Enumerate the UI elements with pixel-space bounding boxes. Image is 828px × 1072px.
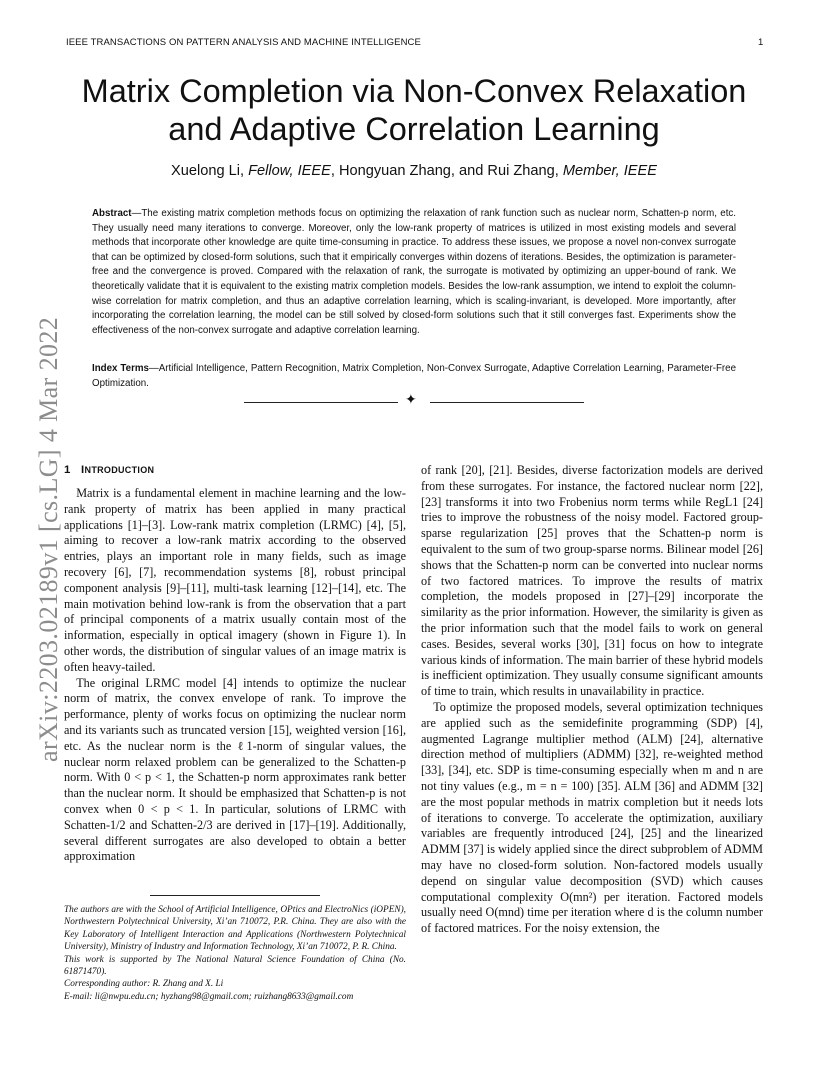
separator-rule-right [430, 402, 584, 403]
section-title-initial: I [81, 464, 85, 476]
section-number: 1 [64, 464, 71, 476]
left-column [64, 486, 406, 865]
abstract [92, 207, 736, 338]
section-title-rest: NTRODUCTION [84, 465, 155, 475]
author-li: Xuelong Li, [171, 163, 245, 179]
intro-paragraph-3: of rank [20], [21]. Besides, diverse factorization models are derived from these surrogates. For instance, the factored nuclear norm [22], [23] transforms it into two Frobenius norm terms while RegL1 [24] tries to improve the robustness of the noisy model. Factored group-sparse regularization [25] proves that the Schatten-p norm is equivalent to the sum of two group-sparse norms. Bilinear model [26] shows that the Schatten-p norm can be converted into nuclear norms of two factored matrices. To improve the results of matrix completion, the models proposed in [27]–[29] incorporate the similarity as the prior information. However, the similarity is given as the prior information such that the model fails to work on general cases. Besides, several works [30], [31] focus on how to integrate various kinds of information. The main barrier of these hybrid models is inefficient optimization. They usually consume significant amounts of time to train, which results in unavailability in practice. [421, 463, 763, 699]
author-li-role: Fellow, IEEE [248, 163, 331, 179]
arxiv-identifier-stamp: arXiv:2203.02189v1 [cs.LG] 4 Mar 2022 [34, 316, 63, 762]
section-heading [64, 464, 154, 476]
separator-rule-left [244, 402, 398, 403]
footnote-funding: This work is supported by The National Natural Science Foundation of China (No. 61871470). [64, 954, 406, 978]
page-number: 1 [758, 37, 764, 48]
author-others: , Hongyuan Zhang, and Rui Zhang, [330, 163, 559, 179]
index-terms-text: —Artificial Intelligence, Pattern Recognition, Matrix Completion, Non-Convex Surrogate, Adaptive Correlation Learning, Parameter-Free Optimization. [92, 363, 737, 389]
paper-title: Matrix Completion via Non-Convex Relaxation and Adaptive Correlation Learning [81, 73, 747, 147]
author-zhang-role: Member, IEEE [562, 163, 657, 179]
footnotes [64, 904, 406, 1003]
index-terms [92, 362, 736, 391]
footnote-affiliation: The authors are with the School of Artificial Intelligence, OPtics and ElectroNics (iOPEN), Northwestern Polytechnical University, Xi’an 710072, P.R. China. They are also with the Key Laboratory of Intelligent Interaction and Applications (Northwestern Polytechnical University), Ministry of Industry and Information Technology, Xi’an 710072, P. R. China. [64, 905, 406, 953]
running-head: IEEE TRANSACTIONS ON PATTERN ANALYSIS AND MACHINE INTELLIGENCE [66, 37, 421, 48]
footnote-rule [150, 895, 320, 896]
author-line [60, 163, 768, 179]
diamond-separator-icon: ✦ [405, 393, 417, 408]
intro-paragraph-4: To optimize the proposed models, several optimization techniques are applied such as the semidefinite programming (SDP) [4], augmented Lagrange multiplier method (ALM) [24], alternative direction method of multipliers (ADMM) [32], re-weighted method [33], [34], etc. SDP is time-consuming especially when m and n are not tiny values (e.g., m = n = 100) [35]. ALM [36] and ADMM [32] are the most popular methods in matrix completion but it needs lots of iterations to converge. To accelerate the optimization, auxiliary variables are frequently introduced [24], [25] and the linearized ADMM [37] is widely applied since the direct subproblem of ADMM may have no closed-form solution. Non-factored models usually depend on singular value decomposition (SVD) which causes computational complexity O(mn²) per iteration. Factored models usually need O(mnd) time per iteration where d is the column number of factored matrices. For the noisy extension, the [421, 699, 763, 936]
index-terms-label: Index Terms [92, 363, 149, 374]
footnote-corresponding: Corresponding author: R. Zhang and X. Li [64, 979, 224, 990]
right-column [421, 463, 763, 937]
intro-paragraph-2: The original LRMC model [4] intends to optimize the nuclear norm of matrix, the convex envelope of rank. To improve the performance, plenty of works focus on optimizing the nuclear norm and its variants such as truncated version [15], weighted version [16], etc. As the nuclear norm is the ℓ1-norm of singular values, the nuclear norm relaxed problem can be generalized to the Schatten-p norm. With 0 < p < 1, the Schatten-p norm approximates rank better than the nuclear norm. It should be emphasized that Schatten-p is not convex when 0 < p < 1. In particular, solutions of LRMC with Schatten-1/2 and Schatten-2/3 are derived in [17]–[19]. Additionally, several different surrogates are also developed to obtain a better approximation [64, 675, 406, 864]
intro-paragraph-1: Matrix is a fundamental element in machine learning and the low-rank property of matrix has been applied in many practical applications [1]–[3]. Low-rank matrix completion (LRMC) [4], [5], aiming to recover a low-rank matrix according to the observed entries, plays an important role in many fields, such as image recovery [6], [7], recommendation systems [8], robust principal component analysis [9]–[11], multi-task learning [12]–[14], etc. The main motivation behind low-rank is from the observation that a part of principal components of a matrix usually contain most of the information, especially in optical imagery (shown in Figure 1). In other words, the distribution of singular values of an image matrix is often heavy-tailed. [64, 486, 406, 674]
abstract-label: Abstract [92, 208, 132, 219]
abstract-text: —The existing matrix completion methods focus on optimizing the relaxation of rank function such as nuclear norm, Schatten-p norm, etc. They usually need many iterations to converge. Moreover, only the low-rank property of matrices is utilized in most existing models and several methods that incorporate other knowledge are quite time-consuming in practice. To address these issues, we propose a novel non-convex surrogate that can be optimized by closed-form solutions, such that it empirically converges within dozens of iterations. Besides, the optimization is parameter-free and the convergence is proved. Compared with the relaxation of rank, the surrogate is motivated by optimizing an upper-bound of rank. We theoretically validate that it is equivalent to the existing matrix completion models. Besides the low-rank assumption, we intend to exploit the column-wise correlation for matrix completion, and thus an adaptive correlation learning, which is scaling-invariant, is developed. More importantly, after incorporating the correlation learning, the model can be still solved by closed-form solutions such that it still converges fast. Experiments show the effectiveness of the non-convex surrogate and adaptive correlation learning. [92, 208, 736, 336]
footnote-email: E-mail: li@nwpu.edu.cn; hyzhang98@gmail.com; ruizhang8633@gmail.com [64, 991, 354, 1002]
